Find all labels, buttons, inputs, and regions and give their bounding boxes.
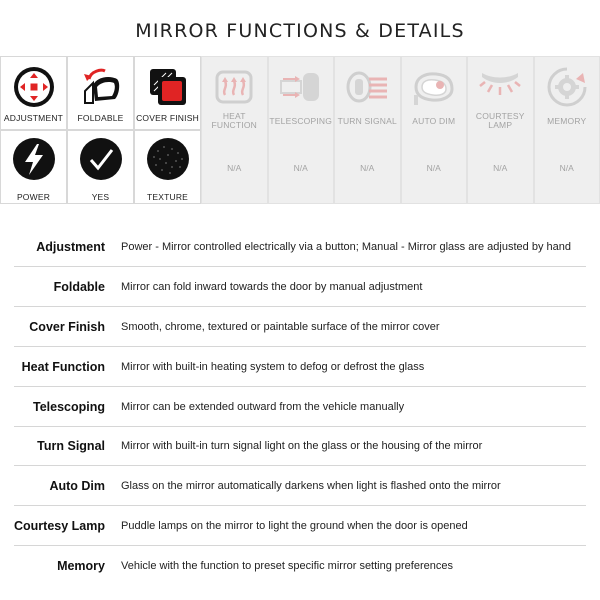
definition-term: Telescoping <box>32 399 105 414</box>
feature-courtesy-lamp <box>467 56 534 204</box>
adjustment-arrows-icon <box>12 65 56 109</box>
definition-row <box>14 427 586 466</box>
definition-row <box>14 308 586 347</box>
feature-label: FOLDABLE <box>77 113 124 123</box>
definition-text: Power - Mirror controlled electrically via a button; Manual - Mirror glass are adjusted by hand <box>121 241 571 253</box>
definition-text: Vehicle with the function to preset specific mirror setting preferences <box>121 560 453 573</box>
feature-auto-dim <box>401 56 468 204</box>
feature-cover-finish <box>134 56 201 130</box>
feature-label: TELESCOPING <box>269 116 333 126</box>
heat-function-icon <box>212 65 256 109</box>
feature-label: TURN SIGNAL <box>337 116 397 126</box>
definition-term: Foldable <box>53 279 105 294</box>
definition-row <box>14 388 586 427</box>
definition-term: Heat Function <box>21 359 105 374</box>
definition-text: Mirror with built-in turn signal light on the glass or the housing of the mirror <box>121 440 483 453</box>
definition-text: Glass on the mirror automatically darkens when light is flashed onto the mirror <box>121 480 501 493</box>
feature-memory <box>534 56 600 204</box>
feature-label: AUTO DIM <box>412 116 456 126</box>
value-label: TEXTURE <box>146 192 189 202</box>
definition-text: Smooth, chrome, textured or paintable surface of the mirror cover <box>121 320 440 333</box>
definition-text: Mirror can be extended outward from the vehicle manually <box>121 400 405 413</box>
na-value: N/A <box>360 163 375 173</box>
value-power <box>0 130 67 204</box>
definition-term: Adjustment <box>36 240 105 254</box>
definition-text: Mirror with built-in heating system to defog or defrost the glass <box>121 360 425 373</box>
definition-row <box>14 547 586 585</box>
na-value: N/A <box>227 163 242 173</box>
value-label: YES <box>91 192 110 202</box>
memory-icon <box>545 65 589 109</box>
feature-label: HEAT FUNCTION <box>211 111 257 130</box>
definition-row <box>14 268 586 307</box>
feature-label: COVER FINISH <box>136 113 199 123</box>
courtesy-lamp-icon <box>478 65 522 109</box>
feature-adjustment <box>0 56 67 130</box>
feature-foldable <box>67 56 134 130</box>
feature-turn-signal <box>334 56 401 204</box>
definition-text: Puddle lamps on the mirror to light the ground when the door is opened <box>121 520 468 533</box>
feature-label: MEMORY <box>547 116 587 126</box>
definition-term: Turn Signal <box>37 439 105 454</box>
definition-term: Memory <box>57 559 105 574</box>
feature-heat-function <box>201 56 268 204</box>
check-icon <box>79 137 123 181</box>
definition-term: Auto Dim <box>49 479 105 494</box>
value-texture <box>134 130 201 204</box>
definition-term: Cover Finish <box>29 319 105 334</box>
definition-row <box>14 467 586 506</box>
feature-grid <box>0 56 600 204</box>
definition-term: Courtesy Lamp <box>14 519 105 534</box>
fold-mirror-icon <box>79 65 123 109</box>
na-value: N/A <box>493 163 508 173</box>
definition-row <box>14 228 586 267</box>
na-value: N/A <box>293 163 308 173</box>
texture-icon <box>146 137 190 181</box>
value-label: POWER <box>16 192 51 202</box>
page-title: MIRROR FUNCTIONS & DETAILS <box>135 20 465 42</box>
na-value: N/A <box>426 163 441 173</box>
definition-text: Mirror can fold inward towards the door by manual adjustment <box>121 280 423 293</box>
turn-signal-icon <box>345 65 389 109</box>
feature-label: COURTESY LAMP <box>475 111 525 130</box>
definition-row <box>14 507 586 546</box>
definition-row <box>14 348 586 387</box>
feature-telescoping <box>268 56 335 204</box>
definitions-list <box>14 228 586 586</box>
na-value: N/A <box>559 163 574 173</box>
power-bolt-icon <box>12 137 56 181</box>
auto-dim-icon <box>412 65 456 109</box>
cover-finish-icon <box>146 65 190 109</box>
value-yes <box>67 130 134 204</box>
feature-label: ADJUSTMENT <box>3 113 64 123</box>
telescoping-icon <box>279 65 323 109</box>
